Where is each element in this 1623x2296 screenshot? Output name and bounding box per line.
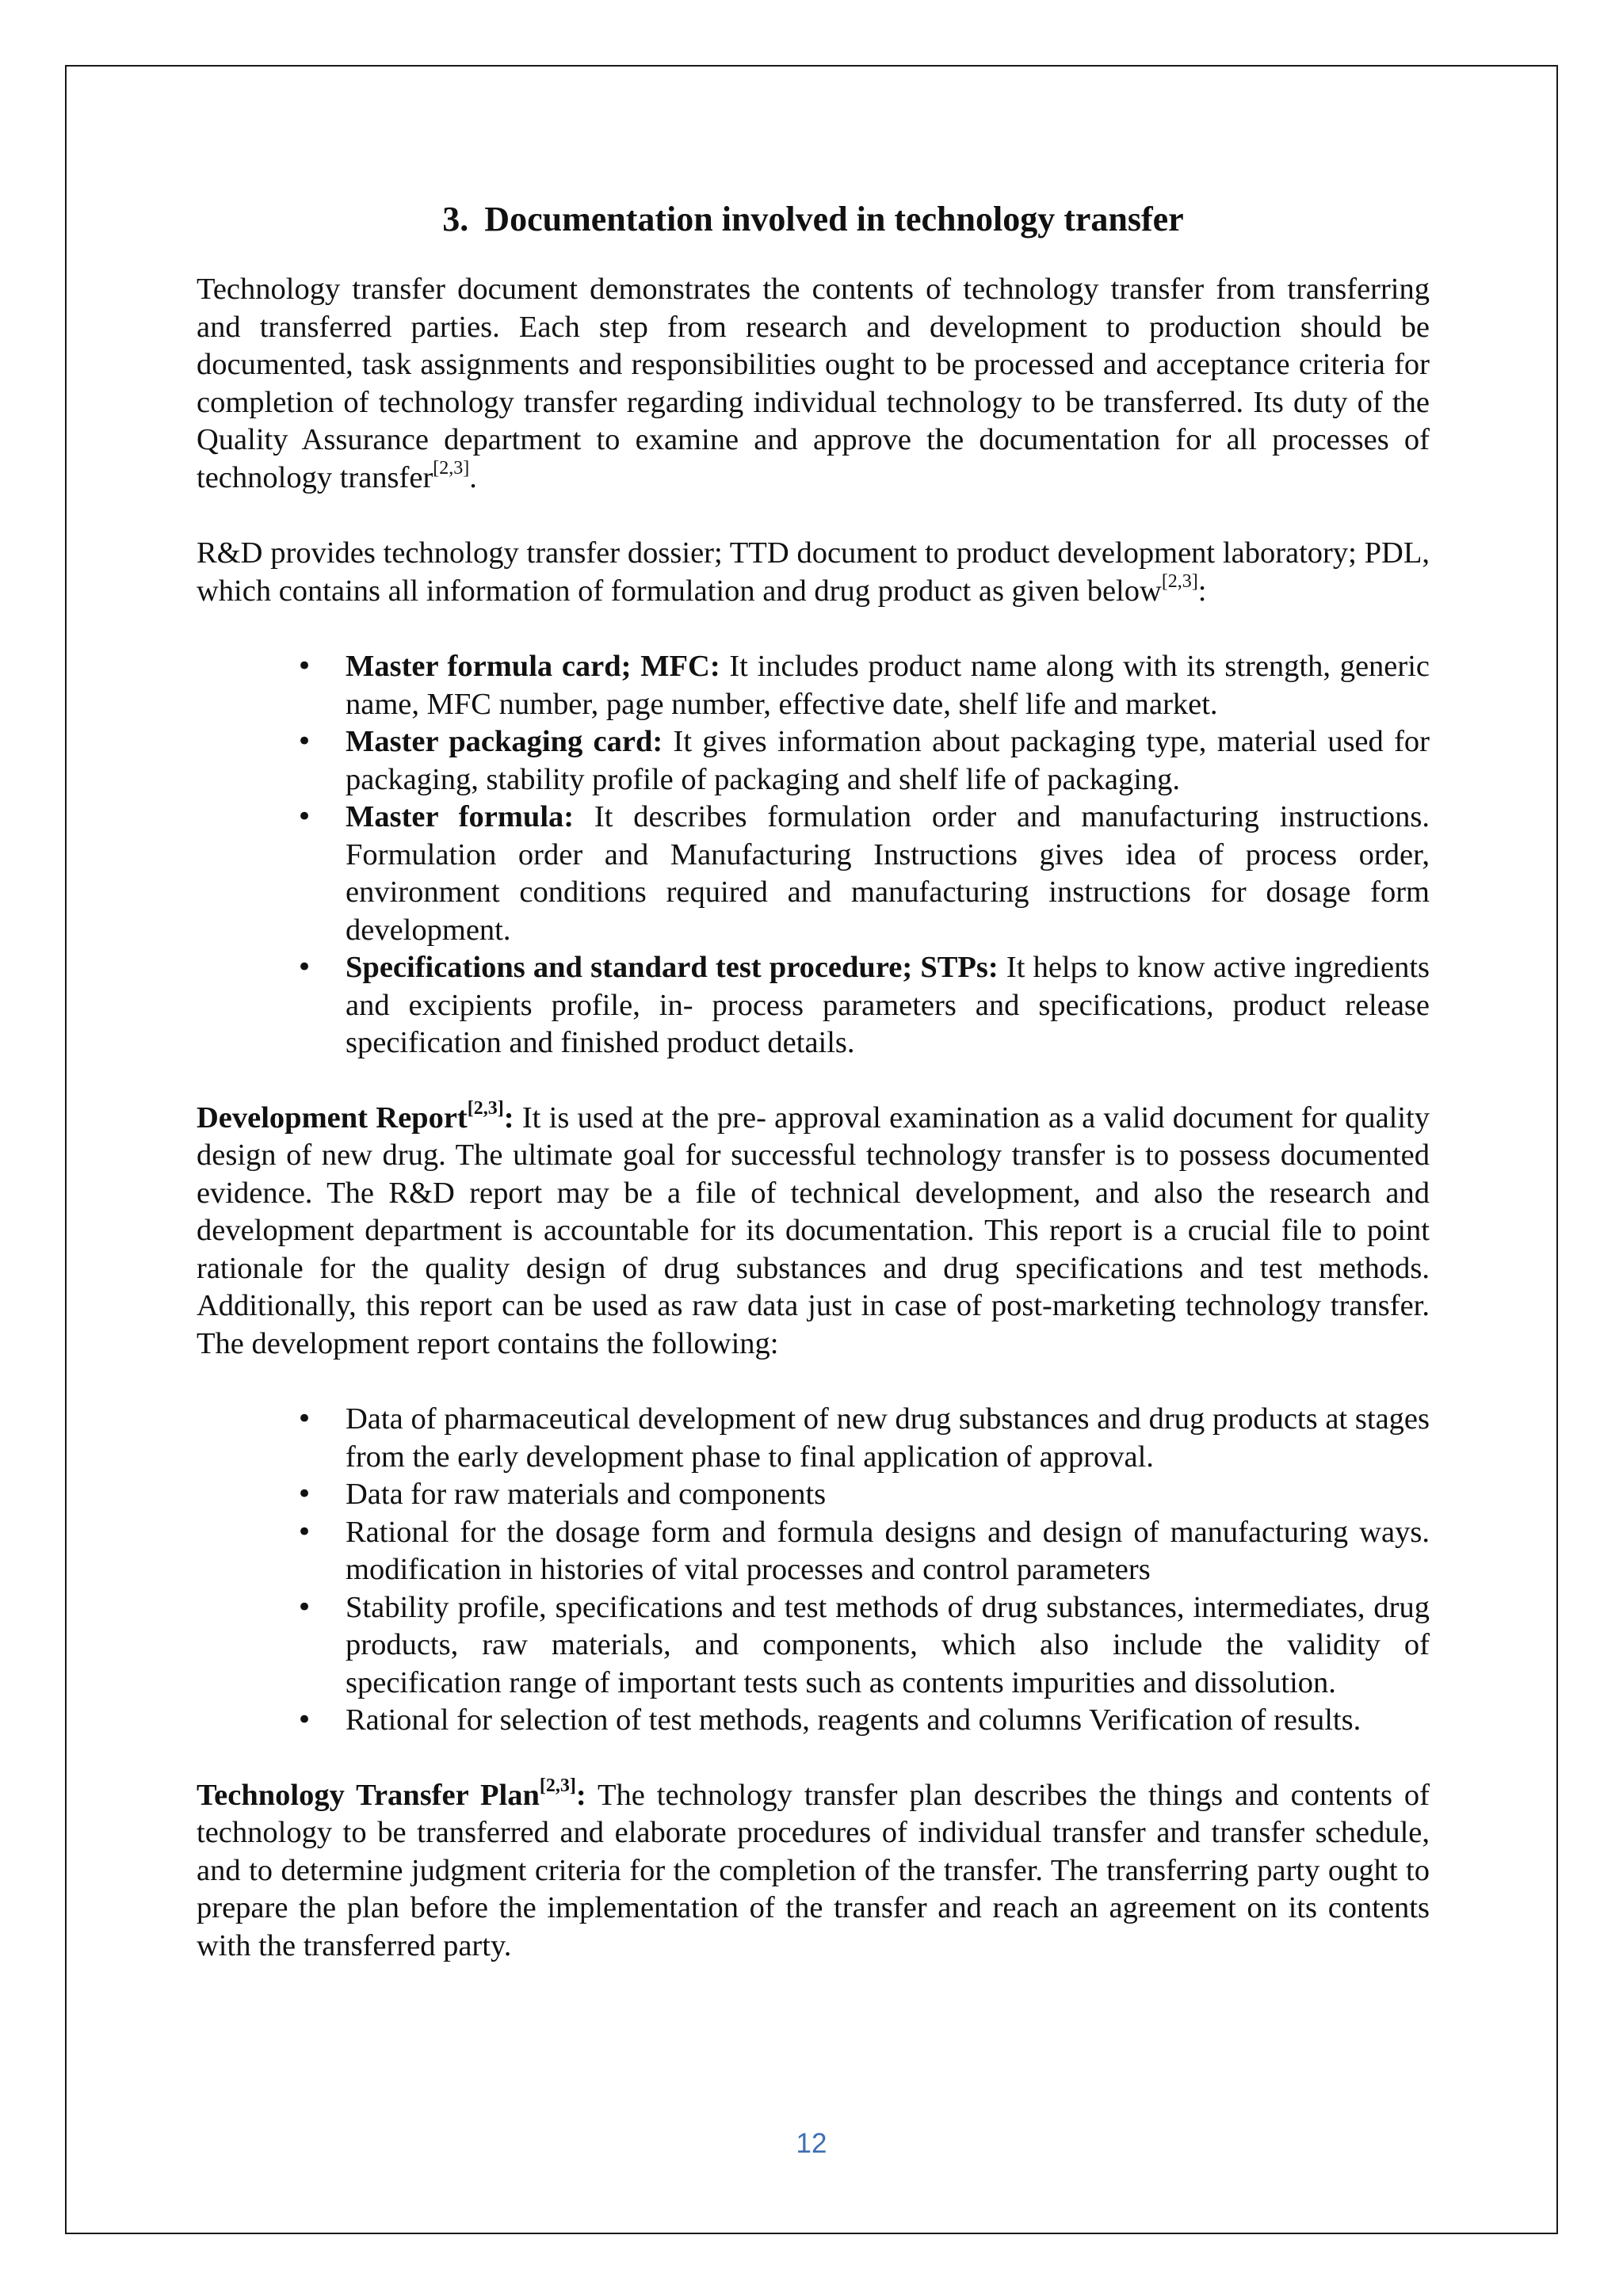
list-item: • Rational for the dosage form and formula designs and design of manufacturing ways. modification in histories of vital processes and control parameters [346,1514,1430,1589]
item-term: Specifications and standard test procedure; STPs: [346,951,999,984]
document-body [197,190,1430,1965]
intro-paragraph [197,271,1430,497]
intro-end: . [469,460,477,494]
development-report-list [197,1401,1430,1740]
item-text: It helps to know active ingredients and excipients profile, in- process parameters and specifications, product release specification and finished product details. [346,951,1430,1059]
intro-citation: [2,3] [433,457,470,479]
item-text: It gives information about packaging type, material used for packaging, stability profile of packaging and shelf life of packaging. [346,725,1430,796]
development-report-ref: [2,3] [467,1097,504,1119]
item-text: It describes formulation order and manufacturing instructions. Formulation order and Manufacturing Instructions gives idea of process order, environment conditions required and manufacturing instructions for dosage form development. [346,800,1430,947]
section-number: 3. [442,200,469,238]
list-item [346,723,1430,799]
transfer-plan-term: Technology Transfer Plan [197,1778,540,1812]
section-heading [197,198,1430,241]
rd-citation: [2,3] [1161,570,1198,592]
development-report-colon: : [503,1100,514,1135]
list-item: • Data for raw materials and components [346,1476,1430,1514]
development-report-text: It is used at the pre- approval examination as a valid document for quality design of new drug. The ultimate goal for successful technology transfer is to possess documented evidence. The R&D report may be a file of technical development, and also the research and development department is accountable for its documentation. This report is a crucial file to point rationale for the quality design of drug substances and drug specifications and test methods. Additionally, this report can be used as raw data just in case of post-marketing technology transfer. The development report contains the following: [197,1100,1430,1360]
rd-text: R&D provides technology transfer dossier; TTD document to product development laboratory; PDL, which contains all information of formulation and drug product as given below [197,536,1430,608]
development-report-term: Development Report [197,1100,468,1135]
transfer-plan-text: The technology transfer plan describes the things and contents of technology to be transferred and elaborate procedures of individual transfer and transfer schedule, and to determine judgment criteria for the completion of the transfer. The transferring party ought to prepare the plan before the implementation of the transfer and reach an agreement on its contents with the transferred party. [197,1778,1430,1962]
development-report-paragraph [197,1097,1430,1363]
item-text: It includes product name along with its strength, generic name, MFC number, page number, effective date, shelf life and market. [346,650,1430,721]
list-item: • Data of pharmaceutical development of new drug substances and drug products at stages from the early development phase to final application of approval. [346,1401,1430,1476]
transfer-plan-colon: : [575,1778,586,1812]
list-item [346,648,1430,723]
transfer-plan-ref: [2,3] [539,1775,576,1796]
item-term: Master packaging card: [346,725,663,758]
list-item [346,799,1430,949]
list-item: • Rational for selection of test methods, reagents and columns Verification of results. [346,1702,1430,1740]
list-item [346,949,1430,1062]
rd-paragraph [197,535,1430,610]
rd-end: : [1197,574,1207,608]
development-report-citation [468,1098,504,1119]
ttd-contents-list [197,648,1430,1062]
item-term: Master formula: [346,800,575,833]
page-number: 12 [796,2128,827,2159]
transfer-plan-citation [540,1775,576,1796]
intro-text: Technology transfer document demonstrates the contents of technology transfer from transferring and transferred parties. Each step from research and development to production should be documented, task assignments and responsibilities ought to be processed and acceptance criteria for completion of technology transfer regarding individual technology to be transferred. Its duty of the Quality Assurance department to examine and approve the documentation for all processes of technology transfer [197,273,1430,494]
transfer-plan-paragraph [197,1777,1430,1966]
section-title: Documentation involved in technology transfer [484,200,1184,238]
item-term: Master formula card; MFC: [346,650,720,683]
list-item: • Stability profile, specifications and test methods of drug substances, intermediates, drug products, raw materials, and components, which also include the validity of specification range of important tests such as contents impurities and dissolution. [346,1589,1430,1703]
